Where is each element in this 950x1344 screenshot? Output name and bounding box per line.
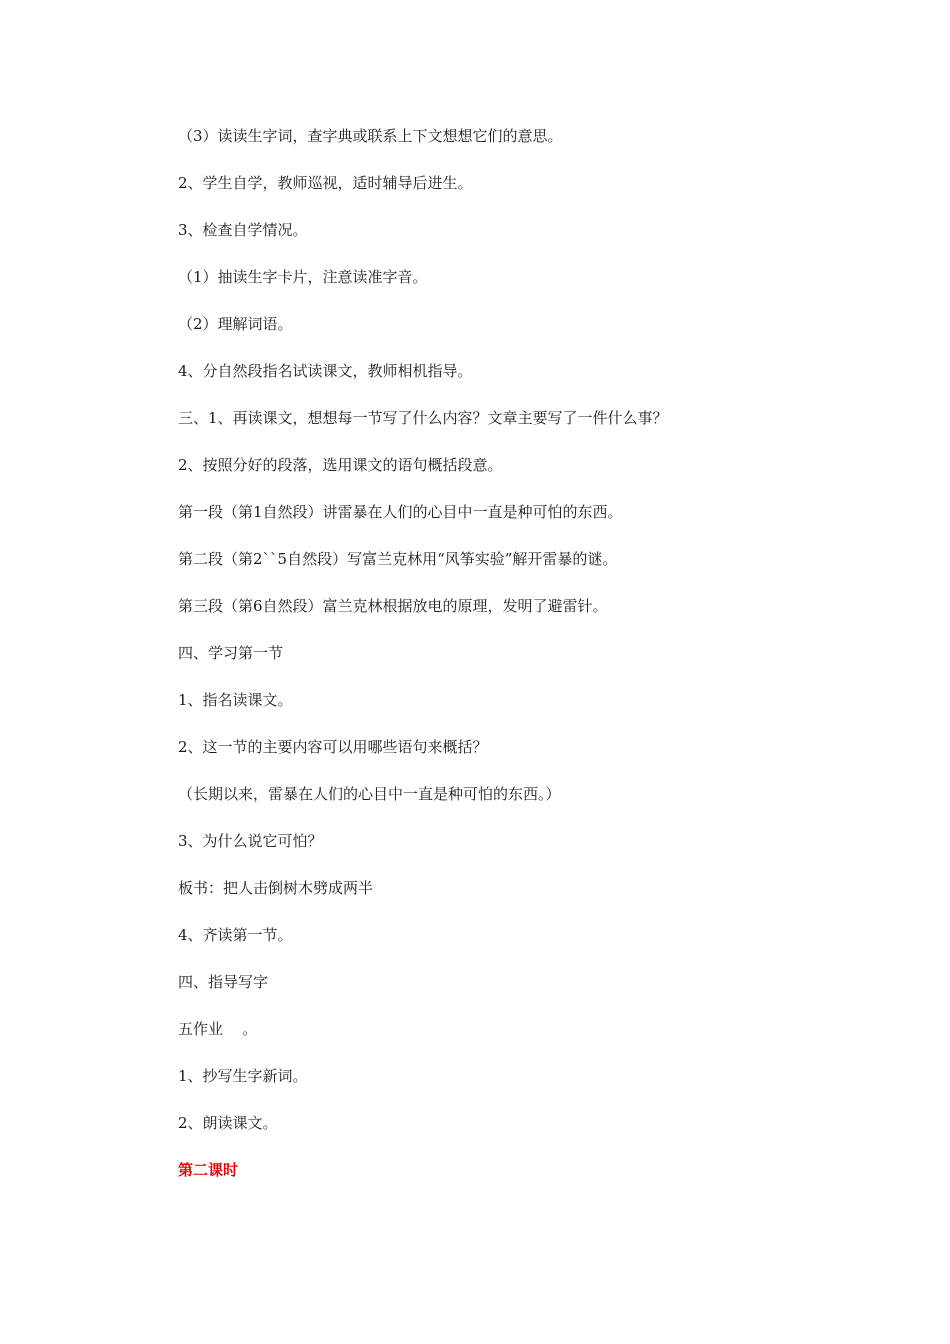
paragraph-line: 第一段（第1自然段）讲雷暴在人们的心目中一直是种可怕的东西。 bbox=[178, 503, 623, 521]
section-heading: 第二课时 bbox=[178, 1161, 239, 1179]
paragraph-line: （1）抽读生字卡片，注意读准字音。 bbox=[178, 268, 428, 286]
paragraph-line: 五作业 。 bbox=[178, 1020, 258, 1038]
paragraph-line: 第三段（第6自然段）富兰克林根据放电的原理，发明了避雷针。 bbox=[178, 597, 608, 615]
paragraph-line: 2、按照分好的段落，选用课文的语句概括段意。 bbox=[178, 456, 503, 474]
paragraph-line: （2）理解词语。 bbox=[178, 315, 293, 333]
paragraph-line: 1、指名读课文。 bbox=[178, 691, 293, 709]
paragraph-line: 4、齐读第一节。 bbox=[178, 926, 293, 944]
paragraph-line: 3、检查自学情况。 bbox=[178, 221, 308, 239]
paragraph-line: 第二段（第2``5自然段）写富兰克林用“风筝实验”解开雷暴的谜。 bbox=[178, 550, 618, 568]
paragraph-line: 2、学生自学，教师巡视，适时辅导后进生。 bbox=[178, 174, 473, 192]
paragraph-line: 2、朗读课文。 bbox=[178, 1114, 278, 1132]
paragraph-line: 2、这一节的主要内容可以用哪些语句来概括？ bbox=[178, 738, 488, 756]
paragraph-line: 4、分自然段指名试读课文，教师相机指导。 bbox=[178, 362, 473, 380]
paragraph-line: 1、抄写生字新词。 bbox=[178, 1067, 308, 1085]
paragraph-line: 3、为什么说它可怕？ bbox=[178, 832, 323, 850]
paragraph-line: 四、学习第一节 bbox=[178, 644, 284, 662]
paragraph-line: （3）读读生字词，查字典或联系上下文想想它们的意思。 bbox=[178, 127, 563, 145]
paragraph-line: 三、1、再读课文，想想每一节写了什么内容？文章主要写了一件什么事？ bbox=[178, 409, 668, 427]
paragraph-line: 四、指导写字 bbox=[178, 973, 269, 991]
paragraph-line: 板书：把人击倒树木劈成两半 bbox=[178, 879, 374, 897]
paragraph-line: （长期以来，雷暴在人们的心目中一直是种可怕的东西。） bbox=[178, 785, 561, 803]
